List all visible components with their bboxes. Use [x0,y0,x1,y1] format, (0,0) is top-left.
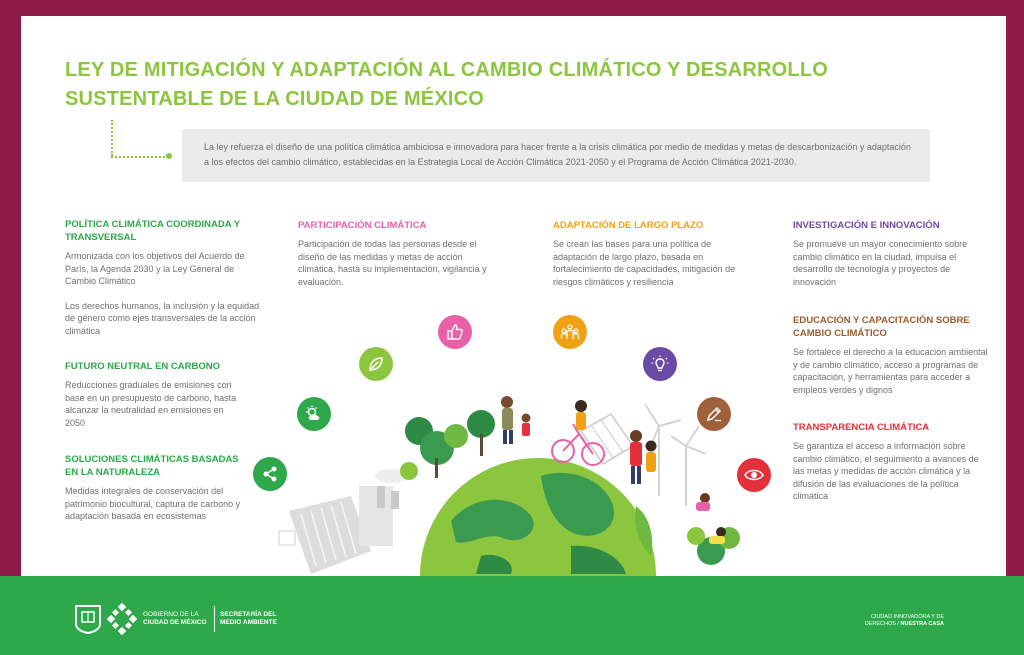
secretaria-line1: SECRETARÍA DEL [220,611,277,618]
sun-cloud-icon [297,397,331,431]
leaf-icon [359,347,393,381]
section-text: Se crean las bases para una política de adaptación de largo plazo, basada en fortalecimiento de capacidades, mitigación de riesgos climáticos y resiliencia [553,239,736,287]
cdmx-shield-logo [74,604,102,634]
thumbs-up-icon [438,315,472,349]
section-investigacion [793,219,988,288]
bushes-right [687,527,740,565]
slogan-line1: CIUDAD INNOVADORA Y DE [870,614,944,620]
footer [0,576,1024,655]
section-text: Los derechos humanos, la inclusión y la equidad de género como ejes transversales de la acción climática [65,300,260,336]
footer-divider [214,606,215,632]
section-heading: POLÍTICA CLIMÁTICA COORDINADA Y TRANSVERSAL [65,219,240,243]
slogan-line2-b: NUESTRA CASA [900,621,944,627]
slogan-line2-a: DERECHOS / [864,621,901,627]
section-heading: EDUCACIÓN Y CAPACITACIÓN SOBRE CAMBIO CLIMÁTICO [793,315,970,339]
section-heading: ADAPTACIÓN DE LARGO PLAZO [553,220,704,231]
section-adaptacion [553,219,753,288]
gov-name-line1: GOBIERNO DE LA [143,611,199,618]
section-participacion [298,219,498,288]
gov-name-line2: CIUDAD DE MÉXICO [143,619,207,626]
building-left [279,486,393,574]
section-educacion [793,314,988,396]
section-heading: SOLUCIONES CLIMÁTICAS BASADAS EN LA NATURALEZA [65,454,239,478]
section-text: Participación de todas las personas desde el diseño de las medidas y metas de acción climática, hasta su implementación, vigilancia y evaluación. [298,239,487,287]
share-icon [253,457,287,491]
people-icon [553,315,587,349]
climate-illustration [241,306,761,576]
trees [400,410,495,480]
section-heading: TRANSPARENCIA CLIMÁTICA [793,422,930,433]
section-politica-climatica [65,218,265,337]
connector-dot [166,153,172,159]
infographic-sheet [21,16,1006,576]
section-heading: PARTICIPACIÓN CLIMÁTICA [298,220,427,231]
pencil-icon [697,397,731,431]
intro-text: La ley refuerza el diseño de una política climática ambiciosa e innovadora para hacer frente a la crisis climática por medio de medidas y metas de descarbonización y adaptación a los efectos del cambio climático, establecidas en la Estrategia Local de Acción Climática 2021-2050 y el Programa de Acción Climática 2021-2030. [182,129,930,182]
lightbulb-icon [643,347,677,381]
cdmx-government-logo [107,603,137,635]
section-text: Se garantiza el acceso a información sobre cambio climático, el seguimiento a avances de las metas y medidas de acción climática y la difusión de las evaluaciones de la política climática [793,441,979,501]
solar-panel [581,414,633,464]
secretaria-line2: MEDIO AMBIENTE [220,619,277,626]
section-transparencia [793,421,988,503]
section-text: Se fortalece el derecho a la educación ambiental y de cambio climático, acceso a programas de capacitación, y herramientas para acceder a empleos verdes y dignos [793,347,988,395]
section-text: Armonizada con los objetivos del Acuerdo de París, la Agenda 2030 y la Ley General de Cambio Climático [65,251,245,286]
section-futuro-neutral [65,360,245,429]
section-heading: INVESTIGACIÓN E INNOVACIÓN [793,220,940,231]
eye-icon [737,458,771,492]
section-soluciones-naturaleza [65,453,243,523]
section-text: Se promueve un mayor conocimiento sobre cambio climático en la ciudad, impulsa el desarrollo de tecnología y proyectos de innovación [793,239,968,287]
section-text: Medidas integrales de conservación del patrimonio biocultural, captura de carbono y adaptación basada en ecosistemas [65,486,241,521]
section-text: Reducciones graduales de emisiones con base en un presupuesto de carbono, hasta alcanzar la neutralidad en emisiones en 2050 [65,380,237,428]
globe [420,458,656,576]
section-heading: FUTURO NEUTRAL EN CARBONO [65,361,220,372]
dotted-connector-horizontal [111,156,169,158]
page-title: LEY DE MITIGACIÓN Y ADAPTACIÓN AL CAMBIO CLIMÁTICO Y DESARROLLO SUSTENTABLE DE LA CIUDAD DE MÉXICO [65,59,829,110]
slogan-line2 [820,621,944,628]
dotted-connector [111,120,113,156]
